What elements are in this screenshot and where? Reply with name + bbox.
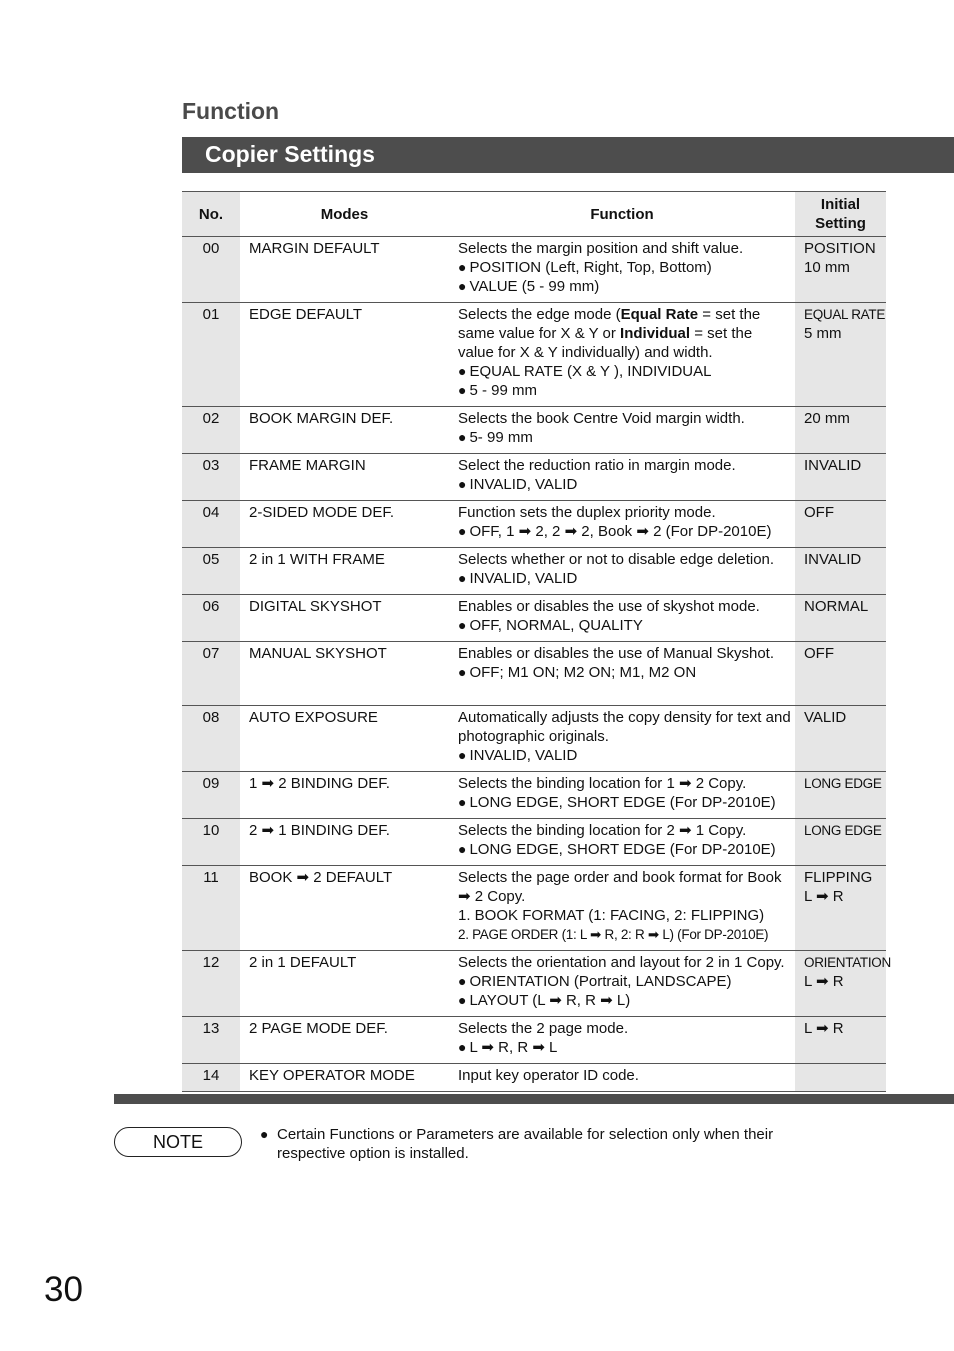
- initial-value: L ➡ R: [804, 973, 844, 990]
- row-number: 11: [182, 866, 240, 951]
- function-option: ● LONG EDGE, SHORT EDGE (For DP-2010E): [458, 840, 791, 859]
- row-function: [449, 951, 795, 1017]
- table-row: [182, 706, 886, 772]
- initial-value: INVALID: [804, 551, 862, 568]
- function-description: Selects the binding location for 1 ➡ 2 Copy.: [458, 775, 747, 792]
- row-initial-setting: [795, 303, 886, 407]
- table-row: [182, 548, 886, 595]
- row-mode: MANUAL SKYSHOT: [240, 642, 449, 706]
- function-description: Selects the margin position and shift value.: [458, 240, 744, 257]
- row-number: 06: [182, 595, 240, 642]
- initial-value: FLIPPING: [804, 869, 873, 886]
- row-mode: EDGE DEFAULT: [240, 303, 449, 407]
- initial-value: ORIENTATION: [804, 955, 891, 970]
- row-mode: BOOK ➡ 2 DEFAULT: [240, 866, 449, 951]
- title-bar: [182, 137, 954, 173]
- row-initial-setting: [795, 642, 886, 706]
- row-initial-setting: [795, 237, 886, 303]
- function-description: Selects the page order and book format for Book ➡ 2 Copy.: [458, 869, 782, 905]
- function-option: ● POSITION (Left, Right, Top, Bottom): [458, 258, 791, 277]
- initial-value: 5 mm: [804, 325, 842, 342]
- row-initial-setting: [795, 501, 886, 548]
- table-row: [182, 866, 886, 951]
- function-description: Automatically adjusts the copy density for text and photographic originals.: [458, 709, 791, 745]
- row-mode: 2-SIDED MODE DEF.: [240, 501, 449, 548]
- row-mode: 2 ➡ 1 BINDING DEF.: [240, 819, 449, 866]
- row-mode: 2 in 1 WITH FRAME: [240, 548, 449, 595]
- function-description: Selects the orientation and layout for 2 in 1 Copy.: [458, 954, 785, 971]
- function-option: ● 5- 99 mm: [458, 428, 791, 447]
- function-option: ● OFF; M1 ON; M2 ON; M1, M2 ON: [458, 663, 791, 682]
- function-option: ● EQUAL RATE (X & Y ), INDIVIDUAL: [458, 362, 791, 381]
- header-function: Function: [449, 192, 795, 237]
- row-number: 10: [182, 819, 240, 866]
- row-function: [449, 237, 795, 303]
- initial-value: LONG EDGE: [804, 823, 882, 838]
- row-initial-setting: [795, 407, 886, 454]
- row-number: 01: [182, 303, 240, 407]
- row-number: 14: [182, 1064, 240, 1092]
- row-initial-setting: [795, 1017, 886, 1064]
- function-option: ● LONG EDGE, SHORT EDGE (For DP-2010E): [458, 793, 791, 812]
- table-row: [182, 501, 886, 548]
- initial-value: EQUAL RATE: [804, 307, 886, 322]
- function-description: Input key operator ID code.: [458, 1067, 639, 1084]
- row-number: 04: [182, 501, 240, 548]
- row-initial-setting: [795, 454, 886, 501]
- table-row: [182, 1064, 886, 1092]
- table-row: [182, 303, 886, 407]
- initial-value: 20 mm: [804, 410, 850, 427]
- function-bold-term: Equal Rate: [620, 306, 699, 323]
- row-function: [449, 407, 795, 454]
- header-initial-setting: Initial Setting: [795, 192, 886, 237]
- function-description: [458, 305, 791, 362]
- table-row: [182, 454, 886, 501]
- initial-value: OFF: [804, 645, 834, 662]
- row-function: [449, 706, 795, 772]
- function-description: Selects the book Centre Void margin width.: [458, 410, 745, 427]
- table-row: [182, 819, 886, 866]
- header-no: No.: [182, 192, 240, 237]
- row-initial-setting: [795, 1064, 886, 1092]
- row-mode: MARGIN DEFAULT: [240, 237, 449, 303]
- function-option: ● ORIENTATION (Portrait, LANDSCAPE): [458, 972, 791, 991]
- row-number: 08: [182, 706, 240, 772]
- function-description: Enables or disables the use of skyshot mode.: [458, 598, 760, 615]
- table-row: [182, 407, 886, 454]
- function-description: Select the reduction ratio in margin mode.: [458, 457, 736, 474]
- function-description: Selects the binding location for 2 ➡ 1 Copy.: [458, 822, 747, 839]
- row-mode: DIGITAL SKYSHOT: [240, 595, 449, 642]
- row-initial-setting: [795, 595, 886, 642]
- section-label: Function: [182, 98, 280, 124]
- row-initial-setting: [795, 819, 886, 866]
- function-description: 1. BOOK FORMAT (1: FACING, 2: FLIPPING): [458, 907, 765, 924]
- function-option: ● INVALID, VALID: [458, 569, 791, 588]
- row-number: 09: [182, 772, 240, 819]
- row-number: 12: [182, 951, 240, 1017]
- row-function: [449, 548, 795, 595]
- table-body: [182, 237, 891, 1092]
- table-row: [182, 595, 886, 642]
- function-text: = set the same value for X & Y or: [458, 306, 761, 342]
- bottom-rule: [114, 1094, 954, 1104]
- table-row: [182, 1017, 886, 1064]
- page-title: Copier Settings: [205, 141, 375, 167]
- row-function: [449, 819, 795, 866]
- row-mode: 1 ➡ 2 BINDING DEF.: [240, 772, 449, 819]
- row-number: 05: [182, 548, 240, 595]
- function-option: ● LAYOUT (L ➡ R, R ➡ L): [458, 991, 791, 1010]
- initial-value: 10 mm: [804, 259, 850, 276]
- note-text: Certain Functions or Parameters are available for selection only when their respective option is installed.: [277, 1126, 774, 1162]
- row-number: 07: [182, 642, 240, 706]
- row-mode: AUTO EXPOSURE: [240, 706, 449, 772]
- table-header-row: [182, 192, 886, 237]
- bullet-icon: ●: [260, 1126, 269, 1142]
- function-option: ● INVALID, VALID: [458, 475, 791, 494]
- row-function: [449, 303, 795, 407]
- row-initial-setting: [795, 548, 886, 595]
- initial-value: VALID: [804, 709, 847, 726]
- initial-value: OFF: [804, 504, 834, 521]
- function-option: ● VALUE (5 - 99 mm): [458, 277, 791, 296]
- row-initial-setting: [795, 951, 891, 1017]
- initial-value: LONG EDGE: [804, 776, 882, 791]
- function-description: Selects the 2 page mode.: [458, 1020, 629, 1037]
- function-option: ● INVALID, VALID: [458, 746, 791, 765]
- row-mode: 2 PAGE MODE DEF.: [240, 1017, 449, 1064]
- row-number: 03: [182, 454, 240, 501]
- function-bold-term: Individual: [620, 325, 691, 342]
- row-number: 02: [182, 407, 240, 454]
- function-option: ● 5 - 99 mm: [458, 381, 791, 400]
- row-initial-setting: [795, 706, 886, 772]
- function-description: Function sets the duplex priority mode.: [458, 504, 716, 521]
- row-number: 00: [182, 237, 240, 303]
- row-number: 13: [182, 1017, 240, 1064]
- function-option: ● OFF, NORMAL, QUALITY: [458, 616, 791, 635]
- table-row: [182, 772, 886, 819]
- row-mode: FRAME MARGIN: [240, 454, 449, 501]
- row-function: [449, 1064, 795, 1092]
- row-function: [449, 501, 795, 548]
- table-row: [182, 237, 886, 303]
- row-function: [449, 1017, 795, 1064]
- row-function: [449, 772, 795, 819]
- row-initial-setting: [795, 772, 886, 819]
- function-description: 2. PAGE ORDER (1: L ➡ R, 2: R ➡ L) (For DP-2010E): [458, 927, 769, 942]
- function-text: = set the value for X & Y individually) and width.: [458, 325, 753, 361]
- row-function: [449, 595, 795, 642]
- row-mode: KEY OPERATOR MODE: [240, 1064, 449, 1092]
- row-function: [449, 642, 795, 706]
- header-modes: Modes: [240, 192, 449, 237]
- row-mode: BOOK MARGIN DEF.: [240, 407, 449, 454]
- table-row: [182, 642, 886, 706]
- note-label: NOTE: [114, 1127, 242, 1157]
- initial-value: INVALID: [804, 457, 862, 474]
- row-function: [449, 866, 795, 951]
- function-option: ● L ➡ R, R ➡ L: [458, 1038, 791, 1057]
- copier-settings-table: [182, 191, 891, 1092]
- page-number: 30: [44, 1270, 83, 1309]
- initial-value: L ➡ R: [804, 888, 844, 905]
- initial-value: POSITION: [804, 240, 876, 257]
- initial-value: NORMAL: [804, 598, 869, 615]
- function-text: Selects the edge mode (: [458, 306, 621, 323]
- initial-value: L ➡ R: [804, 1020, 844, 1037]
- note-text-block: [260, 1125, 820, 1163]
- function-description: Selects whether or not to disable edge deletion.: [458, 551, 775, 568]
- row-mode: 2 in 1 DEFAULT: [240, 951, 449, 1017]
- row-initial-setting: [795, 866, 886, 951]
- row-function: [449, 454, 795, 501]
- function-description: Enables or disables the use of Manual Skyshot.: [458, 645, 775, 662]
- function-option: ● OFF, 1 ➡ 2, 2 ➡ 2, Book ➡ 2 (For DP-2010E): [458, 522, 791, 541]
- table-row: [182, 951, 886, 1017]
